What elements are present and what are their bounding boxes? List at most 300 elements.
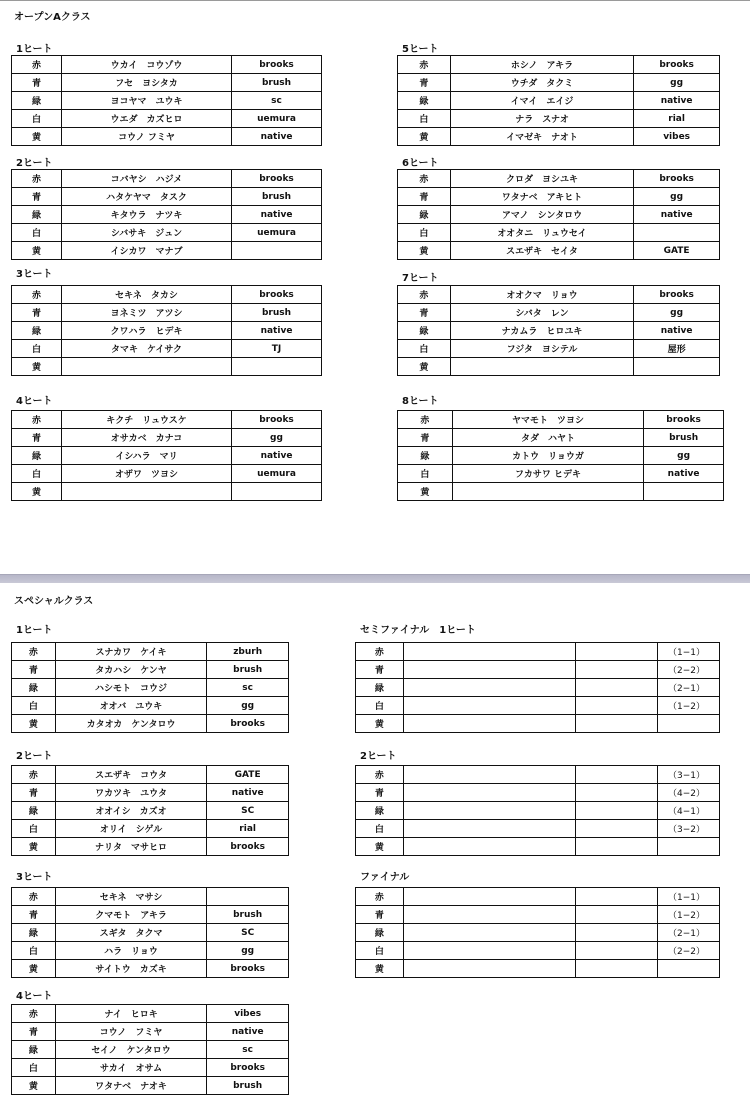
rider-team: rial — [634, 110, 720, 128]
rider-team: brooks — [207, 838, 289, 856]
final-heat-label: セミファイナル 1ヒート — [360, 625, 476, 636]
heat-row — [12, 206, 322, 224]
rider-team — [576, 820, 658, 838]
rider-team — [576, 960, 658, 978]
lane-color: 黄 — [398, 483, 453, 501]
lane-color: 青 — [12, 429, 62, 447]
rider-team: brooks — [207, 1059, 289, 1077]
heat-row — [12, 483, 322, 501]
lane-color: 白 — [398, 110, 451, 128]
rider-team — [576, 697, 658, 715]
rider-name: ヨコヤマ ユウキ — [62, 92, 232, 110]
rider-team: TJ — [232, 340, 322, 358]
rider-team — [207, 888, 289, 906]
lane-color: 青 — [12, 1023, 56, 1041]
heat-row — [12, 242, 322, 260]
advance-source: （2−1） — [658, 924, 720, 942]
advance-source: （2−2） — [658, 661, 720, 679]
rider-team: native — [232, 447, 322, 465]
heat-row — [12, 56, 322, 74]
lane-color: 白 — [12, 340, 62, 358]
rider-team — [576, 661, 658, 679]
lane-color: 白 — [12, 224, 62, 242]
rider-team: GATE — [207, 766, 289, 784]
lane-color: 黄 — [398, 358, 451, 376]
rider-team: brooks — [207, 960, 289, 978]
rider-team: gg — [634, 74, 720, 92]
rider-team: brush — [232, 188, 322, 206]
rider-team — [576, 838, 658, 856]
heat-row — [356, 960, 720, 978]
heat-table — [397, 55, 720, 146]
rider-team: vibes — [634, 128, 720, 146]
heat-table — [11, 169, 322, 260]
rider-team: zburh — [207, 643, 289, 661]
rider-name — [403, 715, 575, 733]
heat-row — [12, 888, 289, 906]
rider-team: native — [634, 92, 720, 110]
rider-name: コウノ フミヤ — [55, 1023, 207, 1041]
rider-team: 屋形 — [634, 340, 720, 358]
rider-team — [634, 358, 720, 376]
rider-name: イシカワ マナブ — [62, 242, 232, 260]
heat-row — [12, 802, 289, 820]
heat-row — [356, 784, 720, 802]
rider-name: ハタケヤマ タスク — [62, 188, 232, 206]
lane-color: 青 — [356, 906, 404, 924]
lane-color: 緑 — [356, 802, 404, 820]
heat-row — [12, 766, 289, 784]
lane-color: 赤 — [12, 888, 56, 906]
rider-name: オサカベ カナコ — [62, 429, 232, 447]
heat-table — [397, 169, 720, 260]
rider-team: gg — [207, 942, 289, 960]
lane-color: 黄 — [12, 838, 56, 856]
advance-source: （3−1） — [658, 766, 720, 784]
rider-name — [403, 802, 575, 820]
heat-row — [12, 110, 322, 128]
rider-name: ハシモト コウジ — [55, 679, 207, 697]
heat-label: 1ヒート — [16, 625, 53, 636]
rider-name: ナイ ヒロキ — [55, 1005, 207, 1023]
lane-color: 青 — [12, 784, 56, 802]
rider-name: オオバ ユウキ — [55, 697, 207, 715]
heat-row — [356, 697, 720, 715]
rider-name: タマキ ケイサク — [62, 340, 232, 358]
rider-team: gg — [207, 697, 289, 715]
rider-name: セイノ ケンタロウ — [55, 1041, 207, 1059]
rider-team: brooks — [634, 170, 720, 188]
heat-row — [12, 679, 289, 697]
rider-name: タカハシ ケンヤ — [55, 661, 207, 679]
lane-color: 緑 — [356, 679, 404, 697]
lane-color: 緑 — [12, 1041, 56, 1059]
heat-row — [356, 715, 720, 733]
rider-name: スナカワ ケイキ — [55, 643, 207, 661]
lane-color: 白 — [398, 224, 451, 242]
heat-row — [356, 838, 720, 856]
heat-row — [398, 429, 724, 447]
rider-name: ウカイ コウゾウ — [62, 56, 232, 74]
top-rule — [0, 0, 750, 1]
heat-row — [12, 784, 289, 802]
heat-label: 2ヒート — [16, 751, 53, 762]
heat-row — [12, 960, 289, 978]
lane-color: 赤 — [356, 888, 404, 906]
heat-row — [398, 411, 724, 429]
lane-color: 赤 — [12, 643, 56, 661]
rider-name: フジタ ヨシテル — [450, 340, 633, 358]
rider-name: ヤマモト ツヨシ — [452, 411, 643, 429]
lane-color: 赤 — [12, 170, 62, 188]
rider-team — [576, 784, 658, 802]
rider-name — [403, 838, 575, 856]
final-heat-label: 2ヒート — [360, 751, 397, 762]
final-heat-table — [355, 642, 720, 733]
heat-row — [356, 802, 720, 820]
rider-name: ワタナベ ナオキ — [55, 1077, 207, 1095]
rider-name: サイトウ カズキ — [55, 960, 207, 978]
section-separator — [0, 574, 750, 583]
rider-team: uemura — [232, 224, 322, 242]
rider-team: rial — [207, 820, 289, 838]
heat-row — [12, 340, 322, 358]
rider-name — [403, 906, 575, 924]
rider-name: イマイ エイジ — [450, 92, 633, 110]
heat-row — [398, 92, 720, 110]
heat-row — [398, 322, 720, 340]
heat-row — [12, 924, 289, 942]
lane-color: 青 — [398, 429, 453, 447]
heat-row — [398, 206, 720, 224]
lane-color: 白 — [356, 820, 404, 838]
lane-color: 緑 — [398, 322, 451, 340]
rider-team: vibes — [207, 1005, 289, 1023]
heat-row — [12, 358, 322, 376]
heat-table — [11, 285, 322, 376]
heat-label: 1ヒート — [16, 44, 53, 55]
heat-table — [397, 410, 724, 501]
rider-team: uemura — [232, 110, 322, 128]
lane-color: 白 — [398, 465, 453, 483]
heat-table — [11, 55, 322, 146]
rider-team: gg — [634, 188, 720, 206]
lane-color: 赤 — [12, 286, 62, 304]
lane-color: 白 — [398, 340, 451, 358]
advance-source: （2−2） — [658, 942, 720, 960]
heat-row — [356, 942, 720, 960]
heat-row — [12, 92, 322, 110]
rider-name: クマモト アキラ — [55, 906, 207, 924]
final-heat-label: ファイナル — [360, 872, 410, 883]
heat-table — [11, 887, 289, 978]
rider-team: brush — [644, 429, 724, 447]
rider-name — [403, 697, 575, 715]
rider-name: ハラ リョウ — [55, 942, 207, 960]
heat-row — [398, 170, 720, 188]
rider-team: brooks — [634, 56, 720, 74]
rider-name: コウノ フミヤ — [62, 128, 232, 146]
rider-name — [403, 784, 575, 802]
lane-color: 青 — [12, 661, 56, 679]
rider-team — [232, 483, 322, 501]
rider-team: sc — [207, 1041, 289, 1059]
rider-team: gg — [644, 447, 724, 465]
heat-row — [398, 188, 720, 206]
rider-team: brooks — [634, 286, 720, 304]
lane-color: 青 — [398, 188, 451, 206]
heat-table — [11, 642, 289, 733]
rider-name: オオタニ リュウセイ — [450, 224, 633, 242]
lane-color: 黄 — [12, 483, 62, 501]
heat-row — [12, 1041, 289, 1059]
heat-row — [398, 128, 720, 146]
rider-name: アマノ シンタロウ — [450, 206, 633, 224]
rider-team: native — [634, 322, 720, 340]
rider-name — [62, 358, 232, 376]
rider-name — [452, 483, 643, 501]
lane-color: 緑 — [12, 802, 56, 820]
heat-row — [356, 906, 720, 924]
rider-team — [232, 242, 322, 260]
rider-team: native — [232, 206, 322, 224]
heat-row — [12, 643, 289, 661]
rider-name: クロダ ヨシユキ — [450, 170, 633, 188]
heat-row — [12, 1077, 289, 1095]
advance-source — [658, 838, 720, 856]
heat-row — [356, 820, 720, 838]
rider-name: オオイシ カズオ — [55, 802, 207, 820]
rider-name — [450, 358, 633, 376]
rider-team — [576, 924, 658, 942]
rider-team — [576, 942, 658, 960]
rider-name — [403, 643, 575, 661]
lane-color: 黄 — [12, 128, 62, 146]
heat-row — [398, 224, 720, 242]
heat-row — [12, 411, 322, 429]
heat-row — [398, 447, 724, 465]
rider-name: クワハラ ヒデキ — [62, 322, 232, 340]
lane-color: 青 — [356, 661, 404, 679]
heat-label: 3ヒート — [16, 872, 53, 883]
rider-name: タダ ハヤト — [452, 429, 643, 447]
rider-name: カタオカ ケンタロウ — [55, 715, 207, 733]
lane-color: 白 — [12, 697, 56, 715]
open-a-class-title: オープンAクラス — [14, 12, 91, 23]
rider-team: SC — [207, 802, 289, 820]
rider-team: native — [644, 465, 724, 483]
lane-color: 黄 — [12, 715, 56, 733]
heat-row — [398, 242, 720, 260]
advance-source: （4−1） — [658, 802, 720, 820]
lane-color: 緑 — [12, 679, 56, 697]
lane-color: 赤 — [356, 643, 404, 661]
rider-name: セキネ マサシ — [55, 888, 207, 906]
rider-team — [576, 679, 658, 697]
rider-name — [403, 679, 575, 697]
heat-row — [356, 766, 720, 784]
heat-label: 5ヒート — [402, 44, 439, 55]
lane-color: 黄 — [12, 1077, 56, 1095]
heat-row — [12, 1005, 289, 1023]
lane-color: 白 — [356, 942, 404, 960]
heat-row — [398, 74, 720, 92]
advance-source: （1−1） — [658, 888, 720, 906]
lane-color: 青 — [12, 74, 62, 92]
heat-row — [398, 358, 720, 376]
lane-color: 赤 — [12, 766, 56, 784]
rider-team: native — [634, 206, 720, 224]
heat-table — [11, 1004, 289, 1095]
rider-name — [403, 924, 575, 942]
rider-name: オリイ シゲル — [55, 820, 207, 838]
heat-label: 7ヒート — [402, 273, 439, 284]
heat-row — [12, 286, 322, 304]
heat-row — [12, 661, 289, 679]
heat-row — [398, 286, 720, 304]
heat-row — [12, 224, 322, 242]
lane-color: 赤 — [12, 1005, 56, 1023]
lane-color: 白 — [12, 465, 62, 483]
lane-color: 黄 — [356, 960, 404, 978]
advance-source: （1−1） — [658, 643, 720, 661]
lane-color: 緑 — [12, 92, 62, 110]
rider-team: sc — [232, 92, 322, 110]
rider-team: native — [207, 1023, 289, 1041]
rider-name: セキネ タカシ — [62, 286, 232, 304]
heat-row — [12, 322, 322, 340]
rider-name: ヨネミツ アツシ — [62, 304, 232, 322]
rider-team: brooks — [232, 56, 322, 74]
lane-color: 白 — [12, 942, 56, 960]
rider-name: ナカムラ ヒロユキ — [450, 322, 633, 340]
rider-name: オオクマ リョウ — [450, 286, 633, 304]
rider-name: ナリタ マサヒロ — [55, 838, 207, 856]
rider-name: シバサキ ジュン — [62, 224, 232, 242]
rider-name: ワタナベ アキヒト — [450, 188, 633, 206]
heat-label: 8ヒート — [402, 396, 439, 407]
lane-color: 緑 — [12, 924, 56, 942]
rider-team — [576, 802, 658, 820]
heat-row — [12, 1023, 289, 1041]
lane-color: 黄 — [398, 128, 451, 146]
heat-row — [12, 838, 289, 856]
lane-color: 赤 — [398, 56, 451, 74]
heat-row — [12, 942, 289, 960]
heat-row — [398, 304, 720, 322]
advance-source: （3−2） — [658, 820, 720, 838]
rider-name: スエザキ コウタ — [55, 766, 207, 784]
lane-color: 緑 — [398, 447, 453, 465]
final-heat-table — [355, 887, 720, 978]
heat-row — [356, 888, 720, 906]
rider-team: sc — [207, 679, 289, 697]
rider-team — [576, 643, 658, 661]
heat-table — [11, 765, 289, 856]
rider-name — [403, 942, 575, 960]
heat-row — [356, 661, 720, 679]
heat-row — [12, 1059, 289, 1077]
rider-name: ウチダ タクミ — [450, 74, 633, 92]
lane-color: 青 — [356, 784, 404, 802]
lane-color: 青 — [398, 304, 451, 322]
lane-color: 黄 — [398, 242, 451, 260]
lane-color: 赤 — [398, 411, 453, 429]
rider-team: brush — [232, 74, 322, 92]
rider-name: ナラ スナオ — [450, 110, 633, 128]
lane-color: 赤 — [398, 286, 451, 304]
rider-team: brooks — [644, 411, 724, 429]
rider-team: brooks — [207, 715, 289, 733]
advance-source: （2−1） — [658, 679, 720, 697]
rider-team — [576, 906, 658, 924]
rider-name — [403, 888, 575, 906]
lane-color: 白 — [12, 110, 62, 128]
heat-row — [356, 679, 720, 697]
lane-color: 黄 — [12, 242, 62, 260]
lane-color: 白 — [12, 1059, 56, 1077]
heat-row — [12, 128, 322, 146]
advance-source: （4−2） — [658, 784, 720, 802]
lane-color: 赤 — [398, 170, 451, 188]
rider-name: カトウ リョウガ — [452, 447, 643, 465]
rider-name: スギタ タクマ — [55, 924, 207, 942]
rider-name: キクチ リュウスケ — [62, 411, 232, 429]
rider-team — [644, 483, 724, 501]
heat-row — [12, 447, 322, 465]
rider-team — [634, 224, 720, 242]
heat-table — [397, 285, 720, 376]
lane-color: 赤 — [356, 766, 404, 784]
lane-color: 黄 — [356, 838, 404, 856]
heat-row — [12, 697, 289, 715]
rider-team: native — [232, 128, 322, 146]
rider-name — [403, 661, 575, 679]
rider-team: brooks — [232, 411, 322, 429]
lane-color: 黄 — [12, 358, 62, 376]
heat-label: 4ヒート — [16, 991, 53, 1002]
rider-team: brush — [207, 661, 289, 679]
advance-source: （1−2） — [658, 906, 720, 924]
rider-name: キタウラ ナツキ — [62, 206, 232, 224]
lane-color: 青 — [12, 188, 62, 206]
heat-row — [398, 340, 720, 358]
heat-row — [12, 820, 289, 838]
rider-name: スエザキ セイタ — [450, 242, 633, 260]
lane-color: 青 — [398, 74, 451, 92]
rider-name: フカサワ ヒデキ — [452, 465, 643, 483]
lane-color: 青 — [12, 906, 56, 924]
rider-team — [576, 888, 658, 906]
rider-name: ワカツキ ユウタ — [55, 784, 207, 802]
rider-team: brush — [232, 304, 322, 322]
heat-label: 3ヒート — [16, 269, 53, 280]
rider-name: コバヤシ ハジメ — [62, 170, 232, 188]
rider-team: SC — [207, 924, 289, 942]
heat-row — [12, 170, 322, 188]
lane-color: 黄 — [12, 960, 56, 978]
rider-name — [403, 960, 575, 978]
heat-row — [12, 304, 322, 322]
rider-team — [576, 715, 658, 733]
heat-row — [12, 715, 289, 733]
final-heat-table — [355, 765, 720, 856]
heat-label: 6ヒート — [402, 158, 439, 169]
rider-name: オザワ ツヨシ — [62, 465, 232, 483]
rider-team — [232, 358, 322, 376]
rider-name: サカイ オサム — [55, 1059, 207, 1077]
rider-name: ウエダ カズヒロ — [62, 110, 232, 128]
